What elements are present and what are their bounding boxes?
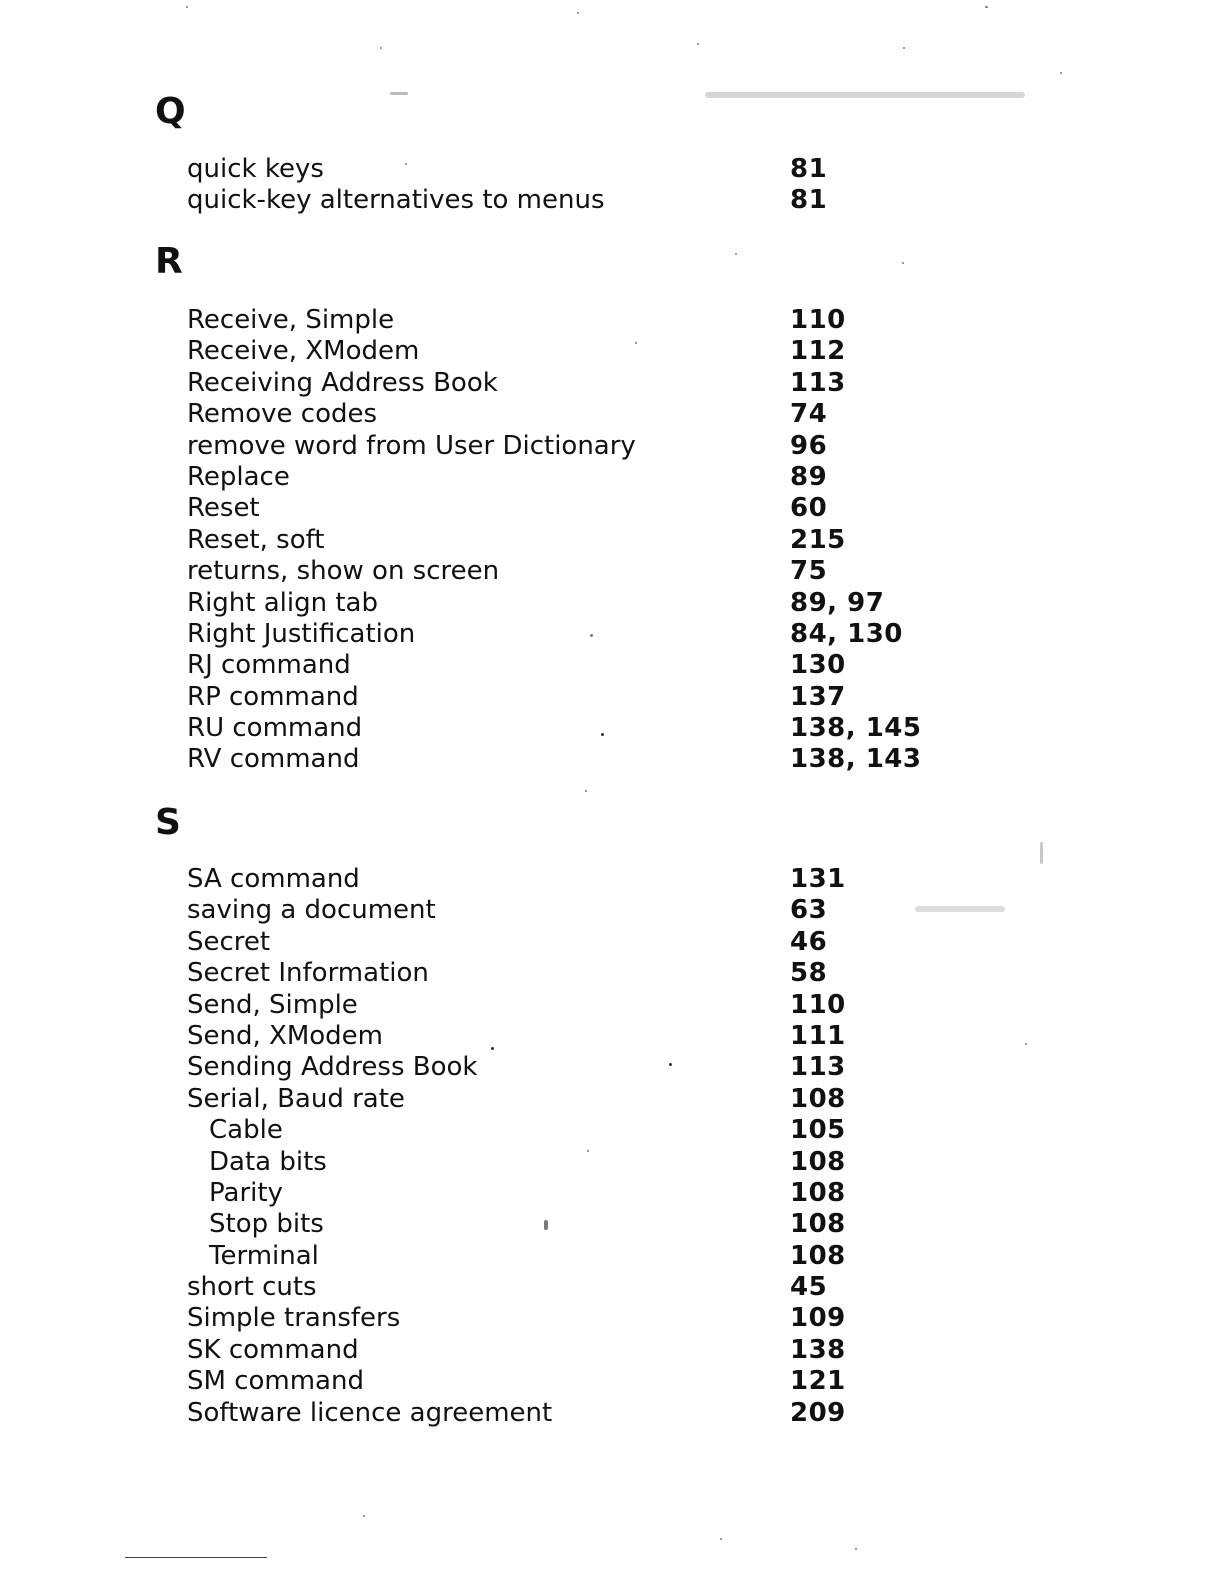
index-entry — [187, 1335, 947, 1366]
scan-speck — [855, 1548, 857, 1550]
index-subentry — [187, 1209, 947, 1240]
index-term: Terminal — [209, 1240, 319, 1271]
index-pages: 108 — [790, 1146, 846, 1177]
index-subentry — [187, 1147, 947, 1178]
index-entry — [187, 525, 947, 556]
index-entry — [187, 431, 947, 462]
scan-speck — [985, 6, 988, 8]
index-term: Software licence agreement — [187, 1397, 553, 1428]
index-pages: 75 — [790, 556, 828, 587]
index-entry — [187, 713, 947, 744]
scan-speck — [705, 92, 1025, 98]
index-pages: 113 — [790, 367, 846, 398]
index-pages: 108 — [790, 1177, 846, 1208]
index-entry — [187, 368, 947, 399]
index-entry — [187, 1366, 947, 1397]
index-term: SK command — [187, 1334, 359, 1365]
index-entry — [187, 1303, 947, 1334]
index-entry — [187, 1084, 947, 1115]
index-term: RV command — [187, 744, 360, 775]
index-pages: 113 — [790, 1052, 846, 1083]
index-entry — [187, 958, 947, 989]
scan-speck — [380, 47, 382, 49]
index-entry — [187, 336, 947, 367]
index-term: RP command — [187, 681, 359, 712]
index-entry — [187, 185, 947, 216]
section-letter-q: Q — [155, 91, 186, 132]
index-pages: 45 — [790, 1272, 828, 1303]
index-pages: 209 — [790, 1397, 846, 1428]
index-pages: 81 — [790, 154, 828, 184]
index-pages: 215 — [790, 524, 846, 555]
scan-speck — [577, 12, 579, 14]
index-entry — [187, 493, 947, 524]
index-term: Secret Information — [187, 958, 429, 989]
index-pages: 63 — [790, 895, 828, 926]
index-entry — [187, 650, 947, 681]
scan-speck — [405, 163, 407, 165]
index-entry — [187, 895, 947, 926]
index-pages: 108 — [790, 1240, 846, 1271]
index-entry — [187, 462, 947, 493]
index-term: Reset, soft — [187, 524, 325, 555]
index-pages: 110 — [790, 989, 846, 1020]
index-pages: 138, 143 — [790, 744, 922, 775]
scan-speck — [669, 1063, 672, 1066]
scan-speck — [915, 906, 1005, 912]
index-entry — [187, 927, 947, 958]
index-term: Secret — [187, 926, 271, 957]
index-pages: 96 — [790, 430, 828, 461]
scan-speck — [601, 733, 604, 736]
index-term: RJ command — [187, 650, 351, 681]
index-entry — [187, 305, 947, 336]
scan-speck — [1025, 1043, 1027, 1045]
scan-speck — [186, 6, 188, 8]
index-term: Receiving Address Book — [187, 367, 498, 398]
index-term: saving a document — [187, 895, 436, 926]
index-pages: 89 — [790, 461, 828, 492]
scan-speck — [590, 634, 593, 637]
scan-speck — [903, 47, 905, 49]
index-pages: 130 — [790, 650, 846, 681]
index-term: returns, show on screen — [187, 556, 500, 587]
scan-speck — [1060, 72, 1062, 74]
index-term: Replace — [187, 461, 290, 492]
scan-speck — [544, 1220, 548, 1230]
index-entry — [187, 619, 947, 650]
index-term: remove word from User Dictionary — [187, 430, 636, 461]
section-q-entries — [187, 154, 947, 217]
index-pages: 109 — [790, 1303, 846, 1334]
index-entry — [187, 1021, 947, 1052]
index-term: Send, Simple — [187, 989, 358, 1020]
scan-speck — [491, 1047, 494, 1050]
index-term: Simple transfers — [187, 1303, 401, 1334]
index-subentry — [187, 1178, 947, 1209]
section-letter-r: R — [155, 241, 183, 282]
index-term: Remove codes — [187, 399, 378, 430]
index-entry — [187, 588, 947, 619]
scan-speck — [585, 790, 587, 792]
index-entry — [187, 399, 947, 430]
index-pages: 58 — [790, 958, 828, 989]
index-entry — [187, 864, 947, 895]
scan-speck — [363, 1515, 365, 1517]
index-term: Reset — [187, 493, 260, 524]
index-pages: 131 — [790, 864, 846, 894]
index-term: SA command — [187, 864, 360, 894]
index-entry — [187, 1398, 947, 1429]
section-letter-s: S — [155, 802, 181, 843]
index-term: Serial, Baud rate — [187, 1083, 405, 1114]
index-entry — [187, 990, 947, 1021]
index-term: SM command — [187, 1366, 364, 1397]
index-pages: 138 — [790, 1334, 846, 1365]
index-pages: 105 — [790, 1115, 846, 1146]
index-term: Receive, XModem — [187, 336, 420, 367]
index-subentry — [187, 1241, 947, 1272]
index-term: Sending Address Book — [187, 1052, 478, 1083]
index-entry — [187, 682, 947, 713]
index-term: quick keys — [187, 154, 324, 184]
scan-speck — [902, 262, 904, 264]
index-term: Send, XModem — [187, 1020, 383, 1051]
scan-speck — [735, 253, 737, 255]
index-pages: 111 — [790, 1020, 846, 1051]
index-pages: 121 — [790, 1366, 846, 1397]
index-subentry — [187, 1115, 947, 1146]
index-term: Right Justification — [187, 618, 416, 649]
index-pages: 89, 97 — [790, 587, 885, 618]
index-pages: 110 — [790, 305, 846, 335]
index-pages: 108 — [790, 1083, 846, 1114]
index-term: Stop bits — [209, 1209, 324, 1240]
index-pages: 138, 145 — [790, 713, 922, 744]
section-r-entries — [187, 305, 947, 776]
index-pages: 112 — [790, 336, 846, 367]
index-entry — [187, 154, 947, 185]
scan-speck — [390, 92, 408, 95]
scan-speck — [720, 1538, 722, 1540]
footer-rule — [125, 1557, 267, 1558]
scan-speck — [635, 342, 637, 344]
index-pages: 81 — [790, 185, 828, 216]
index-entry — [187, 1272, 947, 1303]
index-entry — [187, 556, 947, 587]
index-pages: 137 — [790, 681, 846, 712]
index-term: Cable — [209, 1115, 283, 1146]
index-pages: 108 — [790, 1209, 846, 1240]
index-entry — [187, 744, 947, 775]
scan-speck — [1040, 842, 1043, 864]
index-term: RU command — [187, 713, 363, 744]
index-term: Data bits — [209, 1146, 327, 1177]
index-term: Receive, Simple — [187, 305, 395, 335]
index-term: quick-key alternatives to menus — [187, 185, 605, 216]
index-term: Parity — [209, 1177, 283, 1208]
scan-speck — [587, 1150, 589, 1152]
index-pages: 60 — [790, 493, 828, 524]
index-pages: 74 — [790, 399, 828, 430]
scan-speck — [697, 43, 699, 45]
index-pages: 46 — [790, 926, 828, 957]
section-s-entries — [187, 864, 947, 1429]
index-entry — [187, 1052, 947, 1083]
index-term: Right align tab — [187, 587, 378, 618]
index-term: short cuts — [187, 1272, 317, 1303]
index-pages: 84, 130 — [790, 618, 903, 649]
